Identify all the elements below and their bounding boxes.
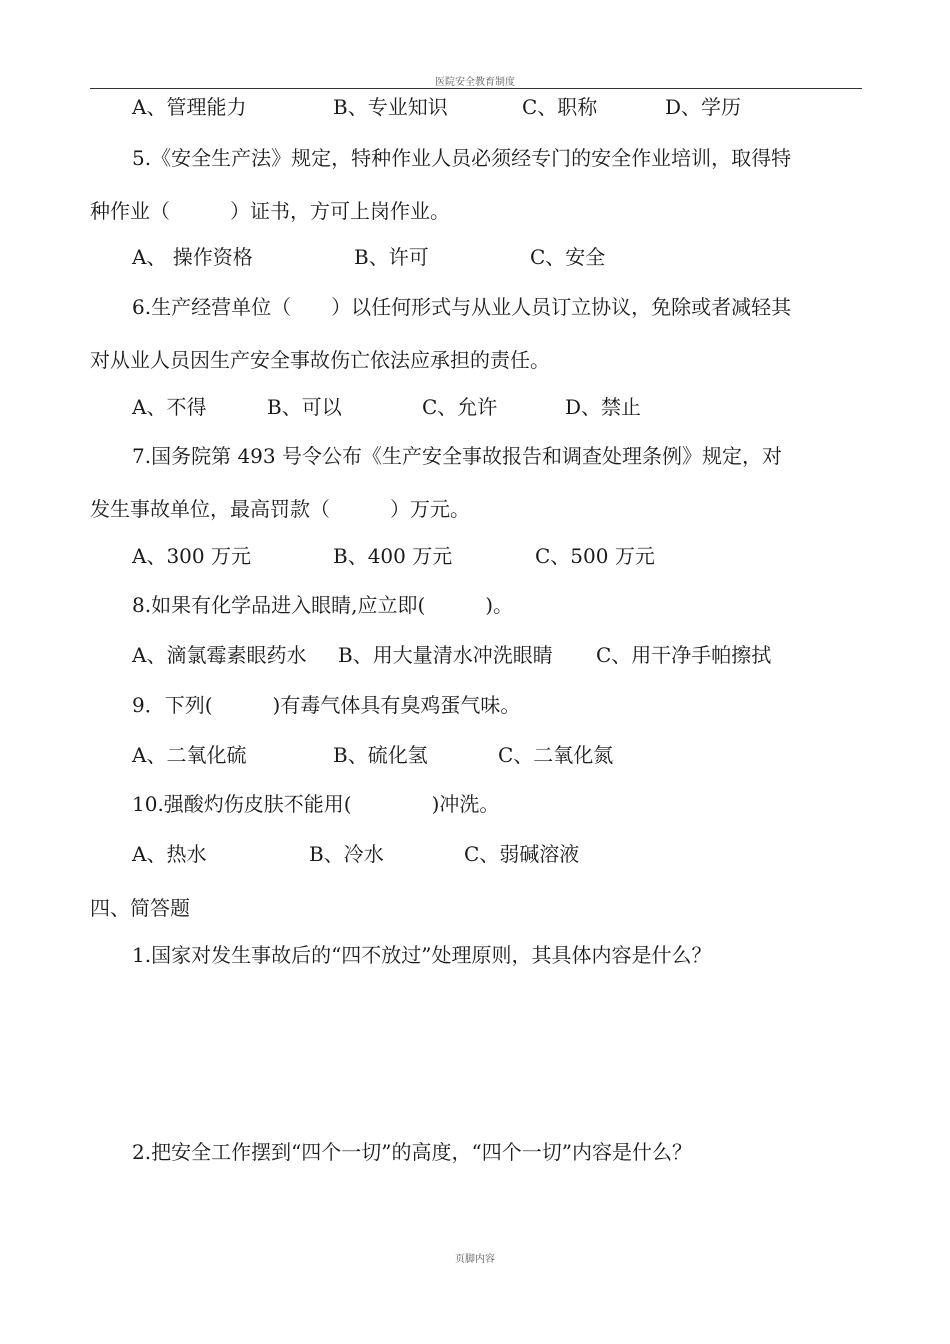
- q6-option-a: A、不得: [132, 395, 207, 419]
- page-footer: 页脚内容: [455, 1254, 495, 1265]
- q10-option-c: C、弱碱溶液: [464, 842, 580, 866]
- header-divider: [90, 88, 862, 89]
- q5-text-line2: 种作业（ ）证书，方可上岗作业。: [90, 199, 450, 223]
- q5-option-c: C、安全: [530, 245, 606, 269]
- page-header-title: 医院安全教育制度: [435, 77, 515, 88]
- q7-text-line2: 发生事故单位，最高罚款（ ）万元。: [90, 497, 470, 521]
- q7-option-b: B、400 万元: [333, 544, 453, 568]
- q6-text-line1: 6.生产经营单位（ ）以任何形式与从业人员订立协议，免除或者减轻其: [132, 295, 792, 319]
- q4-option-d: D、学历: [665, 95, 742, 119]
- q8-option-c: C、用干净手帕擦拭: [596, 643, 772, 667]
- q7-option-c: C、500 万元: [535, 544, 655, 568]
- q8-option-b: B、用大量清水冲洗眼睛: [338, 643, 553, 667]
- q10-option-b: B、冷水: [309, 842, 384, 866]
- q6-option-d: D、禁止: [565, 395, 642, 419]
- section4-q1: 1.国家对发生事故后的“四不放过”处理原则，其具体内容是什么？: [132, 943, 712, 967]
- q10-option-a: A、热水: [132, 842, 207, 866]
- q5-text-line1: 5.《安全生产法》规定，特种作业人员必须经专门的安全作业培训，取得特: [132, 146, 792, 170]
- q6-option-b: B、可以: [267, 395, 342, 419]
- section4-title: 四、简答题: [90, 896, 190, 920]
- q6-text-line2: 对从业人员因生产安全事故伤亡依法应承担的责任。: [90, 348, 550, 372]
- q8-option-a: A、滴氯霉素眼药水: [132, 643, 307, 667]
- q4-option-b: B、专业知识: [333, 95, 448, 119]
- q10-text-line1: 10.强酸灼伤皮肤不能用( )冲洗。: [132, 792, 500, 816]
- q8-text-line1: 8.如果有化学品进入眼睛,应立即( )。: [132, 593, 514, 617]
- q5-option-a: A、 操作资格: [132, 245, 253, 269]
- q7-option-a: A、300 万元: [132, 544, 251, 568]
- q5-option-b: B、许可: [354, 245, 429, 269]
- q9-option-c: C、二氧化氮: [498, 743, 614, 767]
- q9-text-line1: 9．下列( )有毒气体具有臭鸡蛋气味。: [132, 693, 521, 717]
- q6-option-c: C、允许: [422, 395, 498, 419]
- q9-option-a: A、二氧化硫: [132, 743, 247, 767]
- q4-option-a: A、管理能力: [132, 95, 247, 119]
- q7-text-line1: 7.国务院第 493 号令公布《生产安全事故报告和调查处理条例》规定，对: [132, 444, 782, 468]
- q4-option-c: C、职称: [522, 95, 598, 119]
- section4-q2: 2.把安全工作摆到“四个一切”的高度，“四个一切”内容是什么？: [132, 1140, 692, 1164]
- q9-option-b: B、硫化氢: [333, 743, 428, 767]
